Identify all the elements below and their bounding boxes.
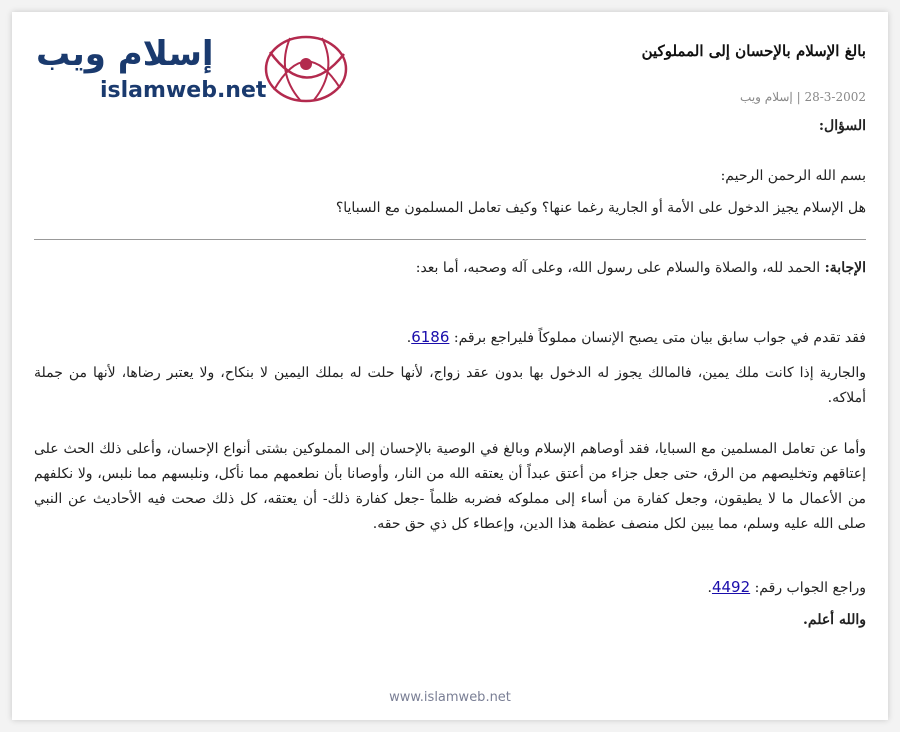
article-meta: 28-3-2002 | إسلام ويب [740,90,866,104]
site-logo[interactable] [36,30,356,110]
answer-heading [416,260,866,276]
answer-p1-text: فقد تقدم في جواب سابق بيان متى يصبح الإنسان مملوكاً فليراجع برقم: [449,330,866,346]
answer-p4-text: وراجع الجواب رقم: [750,580,866,596]
question-basmala: بسم الله الرحمن الرحيم: [720,168,866,184]
logo-arabic-text: إسلام ويب [36,34,214,74]
section-divider [34,239,866,240]
footer-url: www.islamweb.net [389,690,511,705]
answer-label: الإجابة: [824,260,866,276]
answer-paragraph-2: والجارية إذا كانت ملك يمين، فالمالك يجوز له الدخول بها بدون عقد زواج، لأنها حلت له بملك اليمين لا بنكاح، ولا يعتبر رضاها، لأنها من جملة أملاكه. [34,365,866,406]
fatwa-link-4492[interactable]: 4492 [711,578,751,596]
question-label: السؤال: [818,118,866,134]
answer-closing: والله أعلم. [803,612,866,628]
question-text: هل الإسلام يجيز الدخول على الأمة أو الجارية رغما عنها؟ وكيف تعامل المسلمون مع السبايا؟ [335,200,866,216]
logo-latin-text: islamweb.net [100,78,267,103]
answer-paragraph-1: فقد تقدم في جواب سابق بيان متى يصبح الإنسان مملوكاً فليراجع برقم: 6186. [406,328,866,346]
answer-paragraph-4: وراجع الجواب رقم: 4492. [707,578,866,596]
article-title: بالغ الإسلام بالإحسان إلى المملوكين [641,42,866,60]
fatwa-link-6186[interactable]: 6186 [411,328,450,346]
logo-emblem-icon [260,32,352,106]
answer-opening: الحمد لله، والصلاة والسلام على رسول الله، وعلى آله وصحبه، أما بعد: [415,260,821,276]
document-page [12,12,888,720]
answer-paragraph-3: وأما عن تعامل المسلمين مع السبايا، فقد أوصاهم الإسلام وبالغ في الوصية بالإحسان إلى المملوكين بشتى أنواع الإحسان، وأعلى ذلك الحث على إعتاقهم وتخليصهم من الرق، حتى جعل جزاء من أعتق عبداً أن يعتقه الله من النار، وأوصانا بأن نطعمهم مما نأكل، ونلبسهم مما نلبس، ولا نكلفهم من الأعمال ما لا يطيقون، وجعل كفارة من أساء إلى مملوكه فضربه ظلماً -جعل كفارة ذلك- أن يعتقه، كل ذلك صحت فيه الأحاديث عن النبي صلى الله عليه وسلم، مما يبين لكل منصف عظمة هذا الدين، وإعطاء كل ذي حق حقه. [34,441,866,532]
